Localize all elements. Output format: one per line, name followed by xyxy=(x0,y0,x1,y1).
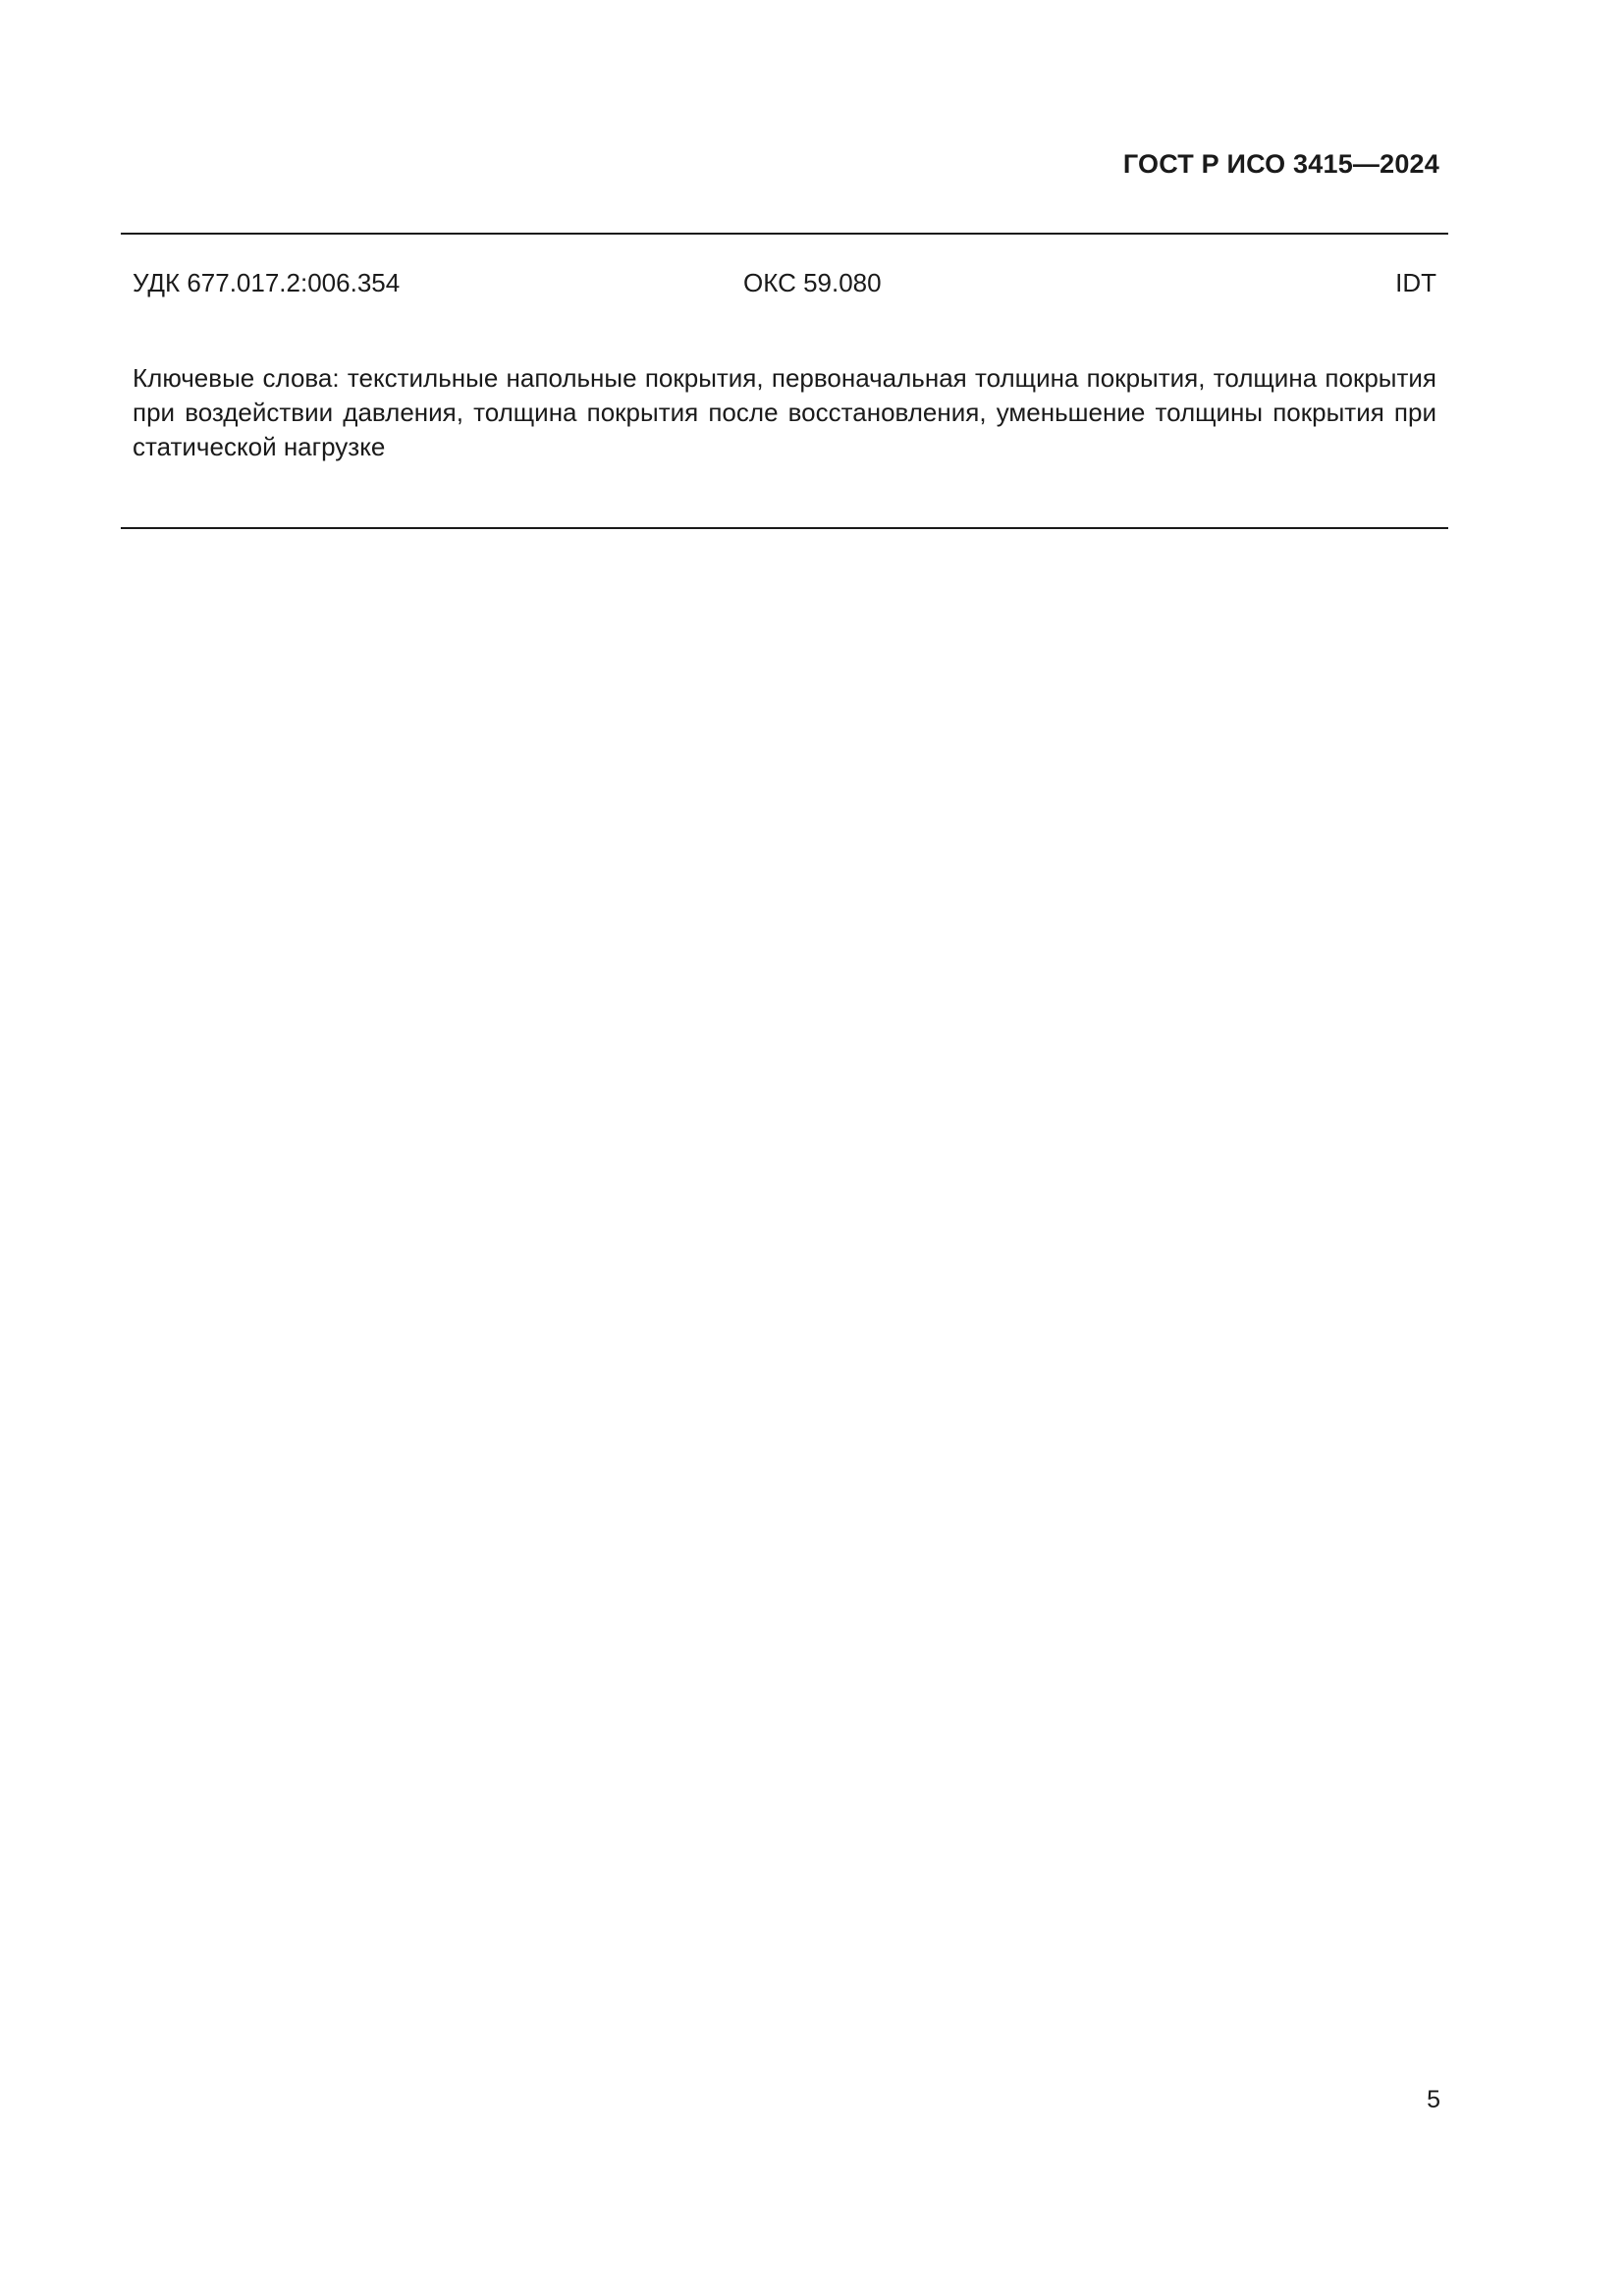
top-divider xyxy=(121,233,1448,235)
bottom-divider xyxy=(121,527,1448,529)
udc-code: УДК 677.017.2:006.354 xyxy=(133,268,401,297)
page-number: 5 xyxy=(1427,2086,1440,2113)
standard-code: ГОСТ Р ИСО 3415—2024 xyxy=(1122,149,1439,179)
harmonization-degree: IDT xyxy=(1395,268,1436,297)
keywords-paragraph: Ключевые слова: текстильные напольные покрытия, первоначальная толщина покрытия, толщина покрытия при воздействии давления, толщина покрытия после восстановления, уменьшение толщины покрытия при статической нагрузке xyxy=(133,363,1436,461)
oks-code: ОКС 59.080 xyxy=(743,268,882,297)
